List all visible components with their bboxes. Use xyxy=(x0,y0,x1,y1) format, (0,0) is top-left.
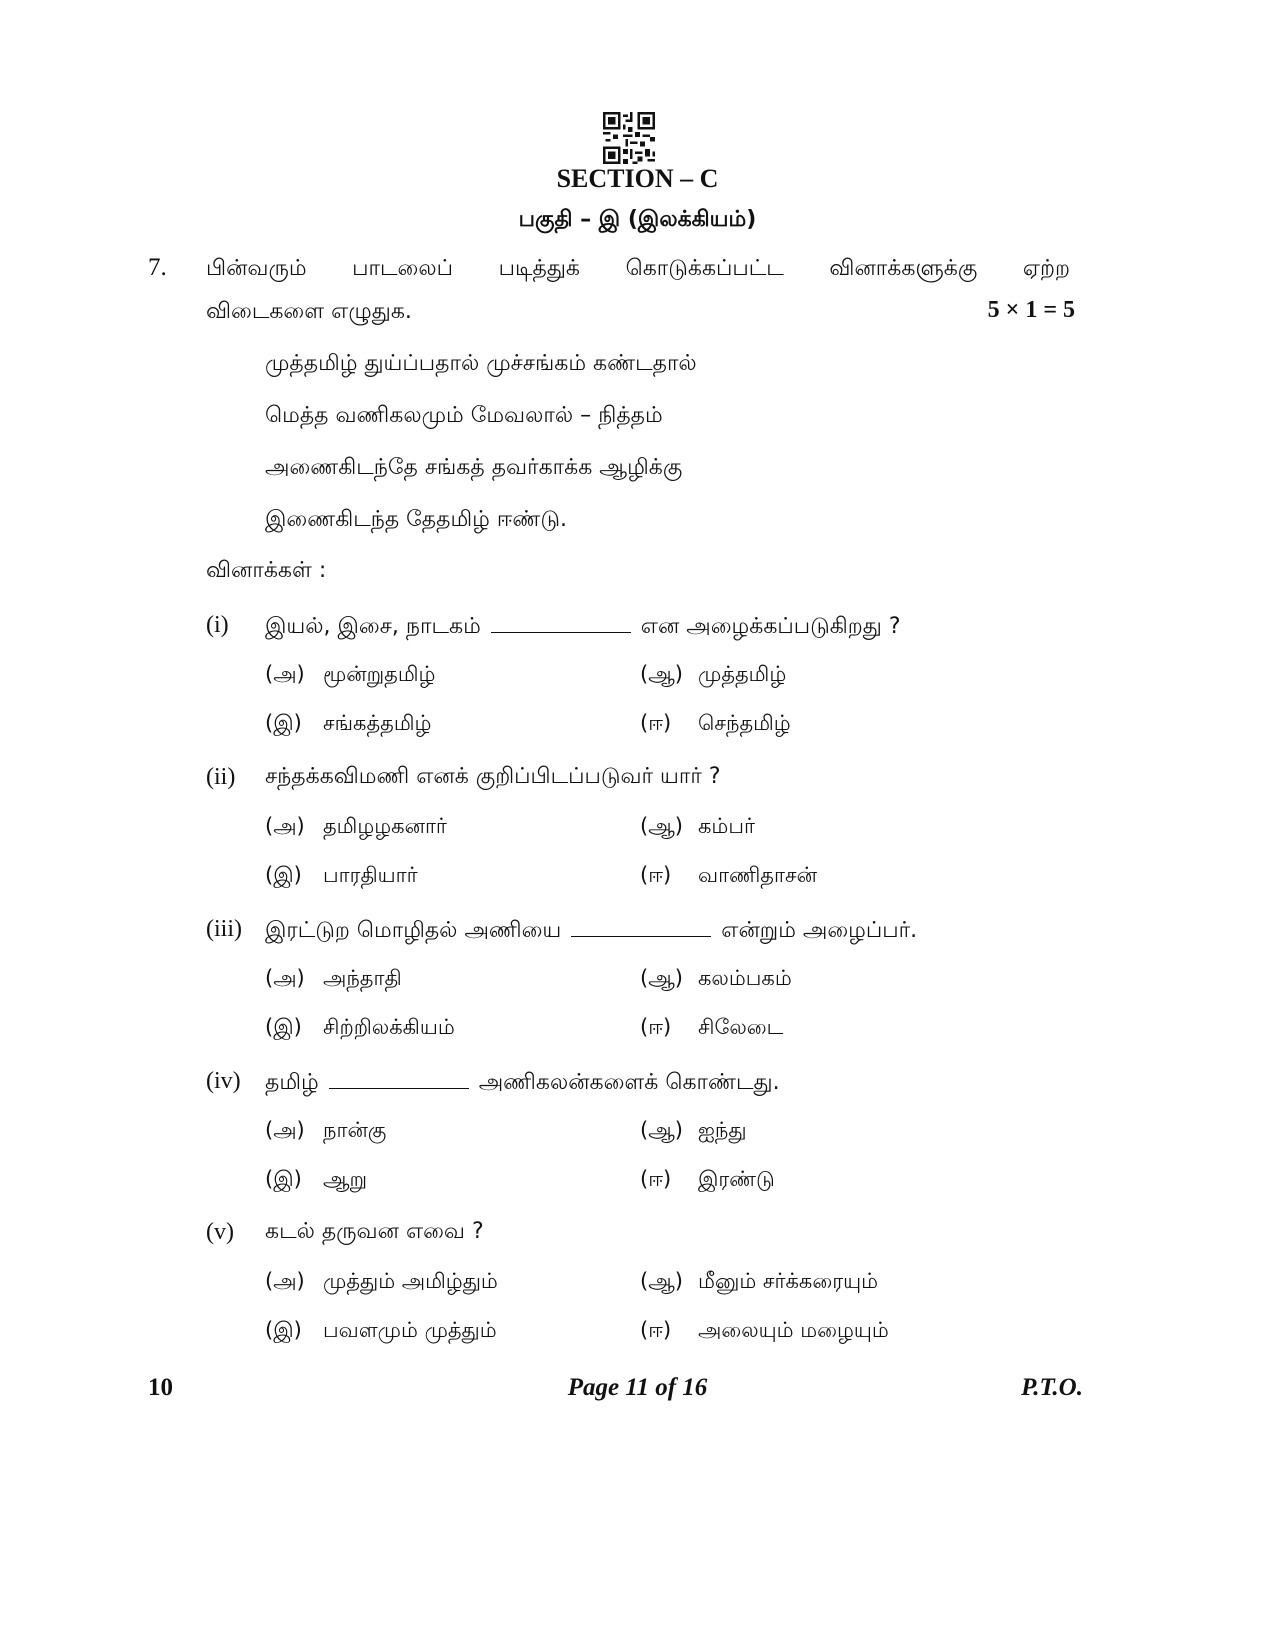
option-text: ஆறு xyxy=(323,1167,368,1191)
option xyxy=(640,1015,783,1042)
option xyxy=(265,1318,497,1345)
subquestion-text-after: அணிகலன்களைக் கொண்டது. xyxy=(478,1070,780,1095)
option xyxy=(265,1167,367,1194)
subquestion-number: (i) xyxy=(206,612,229,638)
option-text: பவளமும் முத்தும் xyxy=(323,1318,497,1342)
option-text: ஐந்து xyxy=(698,1118,747,1142)
option-text: வாணிதாசன் xyxy=(698,863,817,887)
option-text: செந்தமிழ் xyxy=(698,711,791,735)
option xyxy=(640,1269,878,1296)
poem-line: அணைகிடந்தே சங்கத் தவர்காக்க ஆழிக்கு xyxy=(265,455,683,480)
subquestion-text-after: என அழைக்கப்படுகிறது ? xyxy=(640,614,901,639)
subquestion-text: கடல் தருவன எவை ? xyxy=(265,1219,484,1244)
option-text: சிற்றிலக்கியம் xyxy=(323,1015,455,1039)
subquestion-text-before: தமிழ் xyxy=(265,1070,319,1095)
option-label: (ஈ) xyxy=(640,711,672,735)
option xyxy=(265,966,402,993)
option xyxy=(265,1015,455,1042)
option xyxy=(640,1118,747,1145)
option-label: (ஈ) xyxy=(640,1167,672,1191)
subquestion-number: (iii) xyxy=(206,916,242,942)
option xyxy=(640,966,792,993)
option xyxy=(640,814,755,841)
poem-line: இணைகிடந்த தேதமிழ் ஈண்டு. xyxy=(265,507,567,532)
option-text: இரண்டு xyxy=(698,1167,775,1191)
option xyxy=(265,1118,386,1145)
option xyxy=(640,1318,889,1345)
option-label: (அ) xyxy=(265,1118,305,1142)
page-code: 10 xyxy=(148,1374,173,1401)
question-instruction-line2: விடைகளை எழுதுக. xyxy=(206,299,412,324)
option-text: அந்தாதி xyxy=(323,966,402,990)
option-label: (ஈ) xyxy=(640,863,672,887)
subquestion-text: சந்தக்கவிமணி எனக் குறிப்பிடப்படுவர் யார் ? xyxy=(265,764,721,789)
option-text: மூன்றுதமிழ் xyxy=(323,662,436,686)
qr-code-icon xyxy=(603,112,655,164)
section-subtitle: பகுதி – இ (இலக்கியம்) xyxy=(518,207,757,232)
option-text: சிலேடை xyxy=(698,1015,784,1039)
pto-label: P.T.O. xyxy=(1021,1374,1083,1401)
section-title: SECTION – C xyxy=(556,164,719,193)
question-instruction-line1: பின்வரும் பாடலைப் படித்துக் கொடுக்கப்பட்ட வினாக்களுக்கு ஏற்ற xyxy=(206,256,1070,281)
option-text: முத்தமிழ் xyxy=(698,662,787,686)
option-text: பாரதியார் xyxy=(323,863,418,887)
subquestion-text xyxy=(265,612,901,642)
option-text: முத்தும் அமிழ்தும் xyxy=(323,1269,498,1293)
subquestion-text-after: என்றும் அழைப்பர். xyxy=(721,918,918,943)
option xyxy=(265,1269,498,1296)
option-text: கம்பர் xyxy=(698,814,755,838)
question-number: 7. xyxy=(148,254,167,281)
page-number: Page 11 of 16 xyxy=(567,1374,708,1401)
option-label: (இ) xyxy=(265,1015,302,1039)
poem-line: மெத்த வணிகலமும் மேவலால் – நித்தம் xyxy=(265,403,663,428)
subquestion-number: (v) xyxy=(206,1219,234,1245)
subquestion-number: (iv) xyxy=(206,1068,241,1094)
option xyxy=(640,711,791,738)
subquestion-text-before: இரட்டுற மொழிதல் அணியை xyxy=(265,918,562,943)
option xyxy=(265,662,435,689)
option-label: (ஆ) xyxy=(640,814,683,838)
subquestion-text xyxy=(265,916,917,946)
option-label: (ஈ) xyxy=(640,1318,672,1342)
option xyxy=(640,662,786,689)
option xyxy=(265,711,431,738)
option xyxy=(640,863,817,890)
option-label: (ஆ) xyxy=(640,1118,683,1142)
option-label: (இ) xyxy=(265,863,302,887)
option-label: (ஆ) xyxy=(640,1269,683,1293)
questions-label: வினாக்கள் : xyxy=(206,558,327,583)
option-label: (அ) xyxy=(265,1269,305,1293)
answer-blank[interactable] xyxy=(571,916,711,937)
option-label: (இ) xyxy=(265,711,302,735)
subquestion-text-before: இயல், இசை, நாடகம் xyxy=(265,614,481,639)
option-label: (இ) xyxy=(265,1167,302,1191)
option-text: அலையும் மழையும் xyxy=(698,1318,889,1342)
marks-allocation: 5 × 1 = 5 xyxy=(987,297,1075,323)
subquestion-number: (ii) xyxy=(206,764,236,790)
option xyxy=(265,863,418,890)
option-label: (இ) xyxy=(265,1318,302,1342)
poem-line: முத்தமிழ் துய்ப்பதால் முச்சங்கம் கண்டதால் xyxy=(265,351,697,376)
option-label: (ஈ) xyxy=(640,1015,672,1039)
option-text: நான்கு xyxy=(323,1118,387,1142)
option-text: தமிழழகனார் xyxy=(323,814,447,838)
option-label: (அ) xyxy=(265,966,305,990)
option-label: (அ) xyxy=(265,662,305,686)
option-text: சங்கத்தமிழ் xyxy=(323,711,432,735)
option-label: (ஆ) xyxy=(640,662,683,686)
subquestion-text xyxy=(265,1068,780,1098)
option xyxy=(265,814,447,841)
answer-blank[interactable] xyxy=(491,612,631,633)
option-text: கலம்பகம் xyxy=(698,966,792,990)
option-label: (ஆ) xyxy=(640,966,683,990)
option-text: மீனும் சர்க்கரையும் xyxy=(698,1269,878,1293)
option xyxy=(640,1167,775,1194)
option-label: (அ) xyxy=(265,814,305,838)
answer-blank[interactable] xyxy=(329,1068,469,1089)
